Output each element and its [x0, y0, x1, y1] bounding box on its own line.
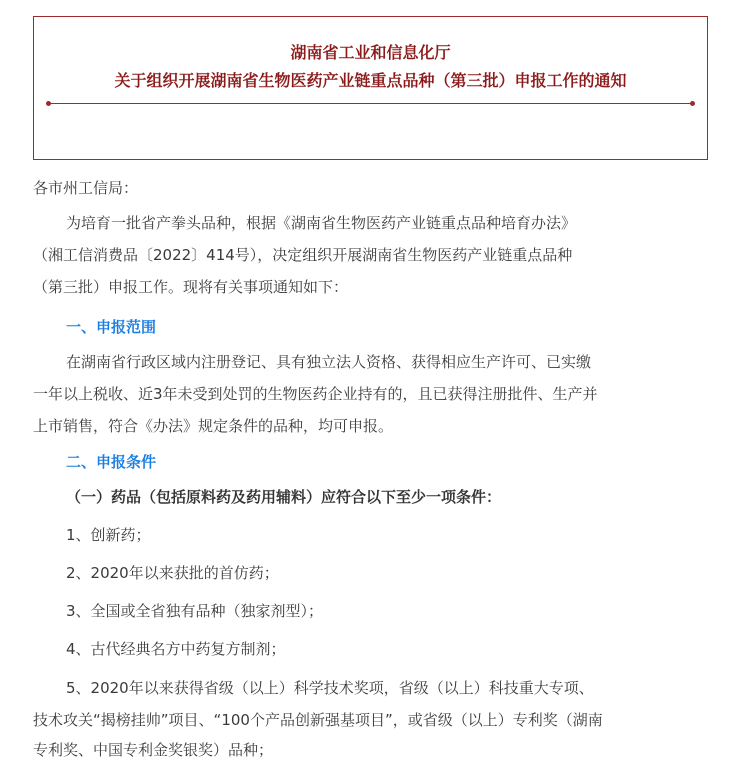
condition-item-3: 3、全国或全省独有品种（独家剂型）；: [66, 602, 324, 620]
condition-item-4: 4、古代经典名方中药复方制剂；: [66, 640, 286, 658]
section-heading-scope: 一、申报范围: [66, 318, 157, 336]
scope-line-2: 一年以上税收、近3年未受到处罚的生物医药企业持有的，且已获得注册批件、生产并: [33, 385, 598, 403]
subheading-drugs: （一）药品（包括原料药及药用辅料）应符合以下至少一项条件：: [66, 488, 502, 506]
scope-line-3: 上市销售，符合《办法》规定条件的品种，均可申报。: [33, 417, 394, 435]
scope-line-1: 在湖南省行政区域内注册登记、具有独立法人资格、获得相应生产许可、已实缴: [66, 353, 592, 371]
condition-item-5-line-3: 专利奖、中国专利金奖银奖）品种；: [33, 741, 274, 759]
condition-item-5-line-2: 技术攻关“揭榜挂帅”项目、“100个产品创新强基项目”，或省级（以上）专利奖（湖南: [33, 711, 603, 729]
intro-line-1: 为培育一批省产拳头品种，根据《湖南省生物医药产业链重点品种培育办法》: [66, 214, 577, 232]
intro-line-2: （湘工信消费品〔2022〕414号），决定组织开展湖南省生物医药产业链重点品种: [33, 246, 573, 264]
divider-dot-right-icon: [690, 101, 695, 106]
header-title-subject: 关于组织开展湖南省生物医药产业链重点品种（第三批）申报工作的通知: [114, 71, 627, 90]
intro-line-3: （第三批）申报工作。现将有关事项通知如下：: [33, 278, 349, 296]
header-divider: [48, 103, 693, 104]
condition-item-5-line-1: 5、2020年以来获得省级（以上）科学技术奖项，省级（以上）科技重大专项、: [66, 679, 594, 697]
header-title-issuer: 湖南省工业和信息化厅: [290, 43, 451, 62]
salutation: 各市州工信局：: [33, 179, 139, 197]
divider-dot-left-icon: [46, 101, 51, 106]
condition-item-1: 1、创新药；: [66, 526, 151, 544]
notice-header-box: [33, 16, 708, 160]
section-heading-conditions: 二、申报条件: [66, 453, 157, 471]
condition-item-2: 2、2020年以来获批的首仿药；: [66, 564, 279, 582]
